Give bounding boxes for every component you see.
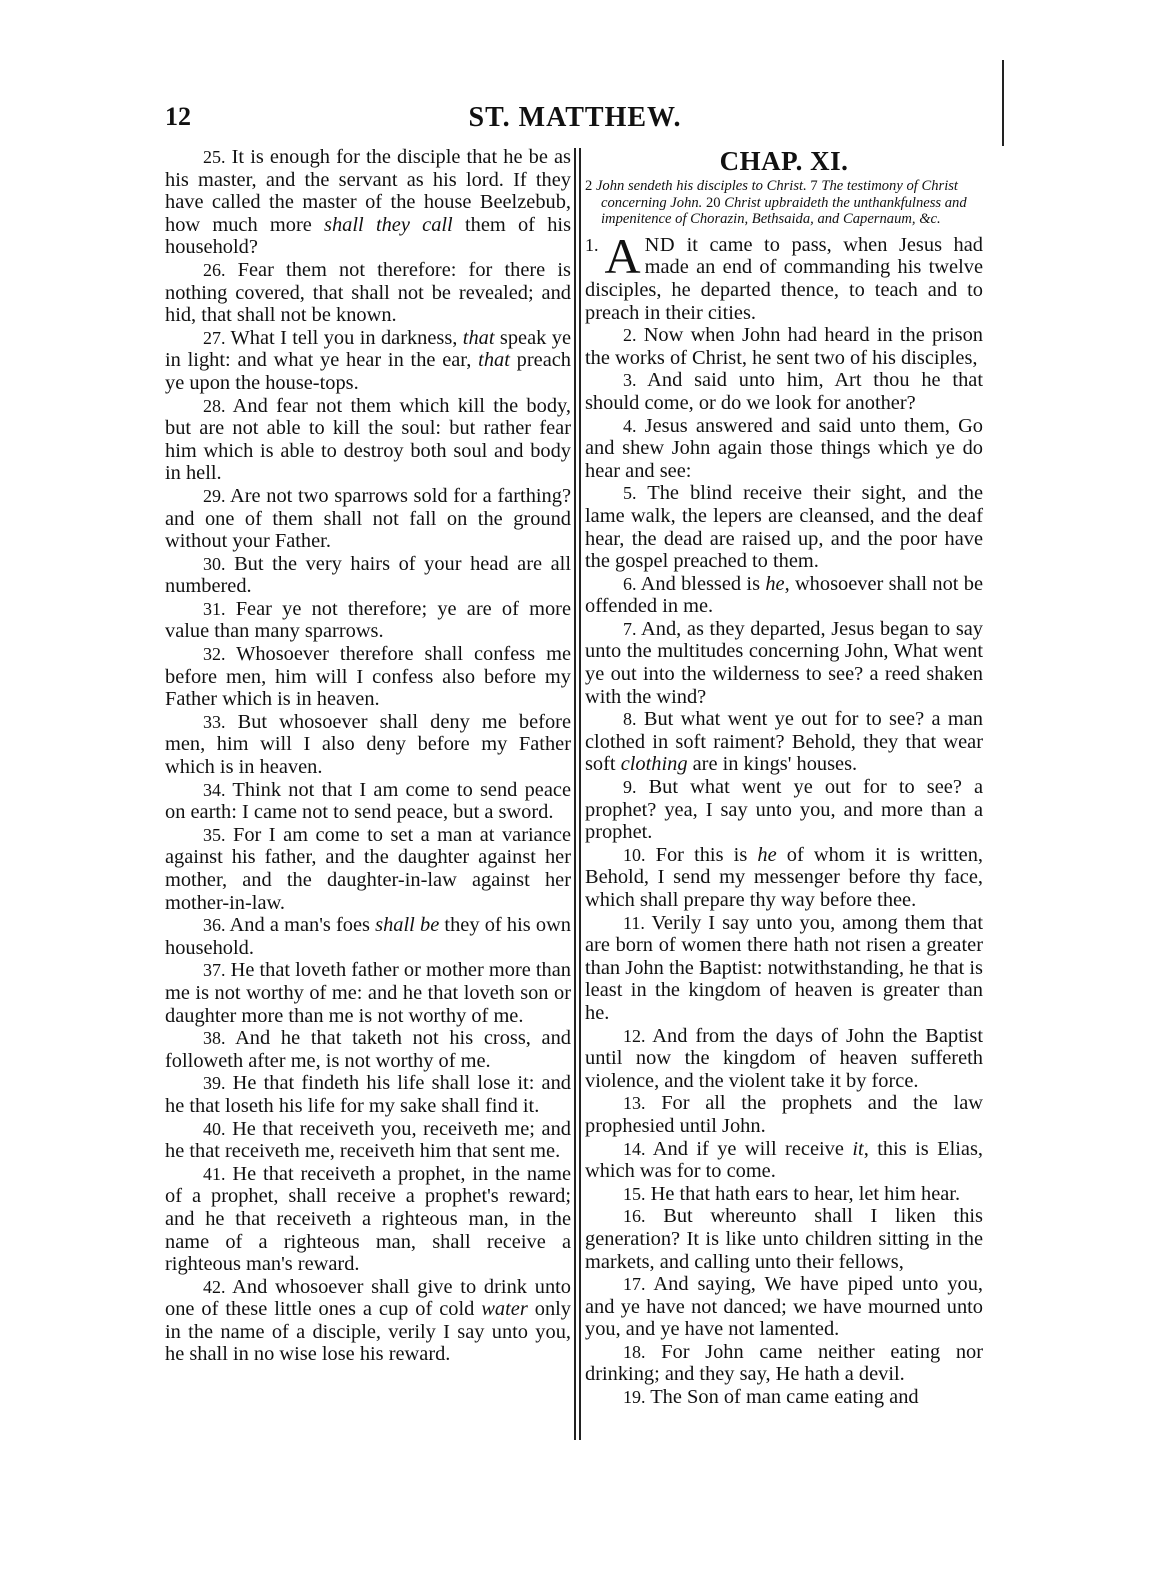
verse — [165, 1027, 571, 1072]
verse — [165, 146, 571, 259]
verse — [585, 324, 983, 369]
verse-text: only in the name of a disciple, verily I say unto you, he shall in no wise lose his reward. — [165, 1298, 571, 1366]
verse-text: Whosoever therefore shall confess me before men, him will I confess also before my Father which is in heaven. — [165, 643, 571, 711]
summary-ref: 7 — [810, 178, 818, 194]
verse-text: And from the days of John the Baptist until now the kingdom of heaven suffereth violence, and the violent take it by force. — [585, 1024, 983, 1092]
verse-number: 28. — [203, 395, 226, 416]
verse-number: 10. — [623, 844, 646, 865]
summary-text: The testimony of Christ concerning John. — [601, 178, 958, 211]
verse — [585, 1092, 983, 1137]
italic-text: he — [757, 843, 777, 866]
verse-text: Verily I say unto you, among them that are born of women there hath not risen a greater than John the Baptist: notwithstanding, he that is least in the kingdom of heaven is greater than he. — [585, 911, 983, 1024]
verse-number: 11. — [623, 912, 645, 933]
verse-number: 40. — [203, 1118, 226, 1139]
verse-text: The Son of man came eating and — [645, 1386, 919, 1409]
verse-text: But what went ye out for to see? a prophet? yea, I say unto you, and more than a prophet. — [585, 776, 983, 844]
verse-number: 6. — [623, 573, 637, 594]
verse-text: But whereunto shall I liken this generation? It is like unto children sitting in the markets, and calling unto their fellows, — [585, 1205, 983, 1273]
verse-number: 13. — [623, 1093, 646, 1114]
verse — [585, 1205, 983, 1273]
verse — [585, 573, 983, 618]
verse-text: Fear them not therefore: for there is nothing covered, that shall not be revealed; and hid, that shall not be known. — [165, 258, 571, 327]
summary-ref: 20 — [705, 194, 721, 211]
verse-text: And he that taketh not his cross, and followeth after me, is not worthy of me. — [165, 1027, 571, 1072]
running-title: ST. MATTHEW. — [468, 102, 682, 133]
verse — [165, 779, 571, 824]
verse-text: , whosoever shall not be offended in me. — [585, 572, 983, 618]
verse — [585, 844, 983, 912]
verse-number: 26. — [203, 259, 226, 280]
verse-text: He that receiveth you, receiveth me; and he that receiveth me, receiveth him that sent me. — [165, 1117, 571, 1163]
verse-number: 37. — [203, 960, 226, 981]
verse — [165, 1118, 571, 1163]
italic-text: that — [478, 349, 510, 372]
verse-text: And a man's foes — [225, 914, 376, 937]
verse — [165, 395, 571, 485]
italic-text: water — [481, 1298, 528, 1321]
verse — [585, 1273, 983, 1341]
chapter-heading: CHAP. XI. — [719, 146, 849, 176]
left-column — [165, 146, 571, 1366]
verse-number: 27. — [203, 327, 226, 348]
verse-number: 41. — [203, 1163, 226, 1184]
verse — [165, 1276, 571, 1366]
verse-number: 7. — [623, 618, 637, 639]
verse-number: 30. — [203, 553, 226, 574]
verse-text: Jesus answered and said unto them, Go and shew John again those things which ye do hear and see: — [585, 414, 983, 482]
verse — [165, 327, 571, 395]
verse-number: 19. — [623, 1387, 646, 1408]
verse-text: For I am come to set a man at variance against his father, and the daughter against her mother, and the daughter-in-law against her mother-in-law. — [165, 823, 571, 914]
verse — [585, 1183, 983, 1206]
verse-text: Fear ye not therefore; ye are of more value than many sparrows. — [165, 597, 571, 643]
verse-text: But what went ye out for to see? a man clothed in soft raiment? Behold, they that wear soft — [585, 708, 983, 776]
verse-number: 9. — [623, 777, 637, 798]
verse-number: 25. — [203, 147, 226, 167]
verse-text: For all the prophets and the law prophesied until John. — [585, 1092, 983, 1137]
verse — [585, 227, 983, 324]
small-caps: ND — [644, 233, 676, 256]
verse-text: they of his own household. — [165, 914, 571, 959]
verse-number: 3. — [623, 370, 637, 391]
verse-number: 18. — [623, 1341, 646, 1362]
verse-list — [585, 324, 983, 1409]
verse — [165, 598, 571, 643]
verse — [165, 1163, 571, 1276]
verse-text: For this is — [645, 843, 758, 866]
italic-text: shall be — [375, 914, 440, 937]
verse-number: 12. — [623, 1025, 646, 1046]
verse-number: 14. — [623, 1138, 646, 1159]
verse-text: , this is Elias, which was for to come. — [585, 1137, 983, 1183]
verse — [585, 618, 983, 708]
verse-text: Now when John had heard in the prison the works of Christ, he sent two of his disciples, — [585, 324, 983, 369]
verse-number: 42. — [203, 1276, 226, 1297]
verse-number: 1. — [585, 234, 599, 255]
verse-text: But the very hairs of your head are all numbered. — [165, 552, 571, 598]
verse-text: And blessed is — [636, 572, 766, 595]
verse-text: But whosoever shall deny me before men, him will I also deny before my Father which is in heaven. — [165, 710, 571, 779]
verse — [165, 485, 571, 553]
verse-text: are in kings' houses. — [687, 753, 858, 776]
verse-number: 5. — [623, 483, 637, 504]
verse-text: it came to pass, when Jesus had made an end of commanding his twelve disciples, he departed thence, to teach and to preach in their cities. — [585, 233, 983, 324]
verse-text: And fear not them which kill the body, but are not able to kill the soul: but rather fear him which is able to destroy both soul and body in hell. — [165, 394, 571, 485]
verse-number: 17. — [623, 1274, 646, 1295]
verse-text: preach ye upon the house-tops. — [165, 349, 571, 394]
italic-text: that — [462, 326, 495, 349]
verse — [165, 259, 571, 327]
verse-number: 4. — [623, 415, 637, 436]
verse-text: Are not two sparrows sold for a farthing? and one of them shall not fall on the ground without your Father. — [165, 484, 571, 553]
verse-text: He that hath ears to hear, let him hear. — [645, 1182, 961, 1205]
verse-number: 35. — [203, 824, 226, 845]
right-column — [585, 146, 983, 1409]
verse — [585, 708, 983, 776]
verse — [165, 1072, 571, 1117]
verse — [165, 824, 571, 914]
verse-text: speak ye in light: and what ye hear in the ear, — [165, 326, 571, 372]
verse-text: He that loveth father or mother more than me is not worthy of me: and he that loveth son or daughter more than me is not worthy of me. — [165, 959, 571, 1027]
verse — [165, 643, 571, 711]
verse — [165, 914, 571, 959]
page-header — [165, 102, 985, 142]
verse-text: He that receiveth a prophet, in the name of a prophet, shall receive a prophet's reward; and he that receiveth a righteous man, in the name of a righteous man, shall receive a righteous man's reward. — [165, 1162, 571, 1276]
verse — [585, 369, 983, 414]
summary-text: John sendeth his disciples to Christ. — [595, 178, 807, 194]
verse-number: 32. — [203, 644, 226, 665]
italic-text: shall they call — [324, 213, 453, 236]
verse-text: He that findeth his life shall lose it: and he that loseth his life for my sake shall find it. — [165, 1072, 571, 1117]
verse-text: And saying, We have piped unto you, and ye have not danced; we have mourned unto you, and ye have not lamented. — [585, 1273, 983, 1341]
verse-number: 8. — [623, 709, 637, 730]
column-divider — [574, 148, 581, 1440]
verse — [165, 553, 571, 598]
italic-text: clothing — [620, 753, 688, 776]
verse-number: 15. — [623, 1183, 646, 1204]
verse-number: 34. — [203, 779, 226, 800]
verse — [585, 1341, 983, 1386]
verse-text: And, as they departed, Jesus began to say unto the multitudes concerning John, What went ye out into the wilderness to see? a reed shaken with the wind? — [585, 617, 983, 708]
margin-rule — [1002, 60, 1004, 146]
verse-number: 39. — [203, 1073, 226, 1094]
verse-number: 36. — [203, 915, 226, 936]
verse-number: 33. — [203, 711, 226, 732]
verse-number: 2. — [623, 325, 637, 346]
verse-number: 16. — [623, 1206, 646, 1227]
verse-number: 31. — [203, 598, 226, 619]
verse-text: It is enough for the disciple that he be as his master, and the servant as his lord. If they have called the master of the house Beelzebub, how much more — [165, 146, 571, 236]
italic-text: he — [765, 572, 785, 595]
verse-text: And if ye will receive — [645, 1137, 853, 1160]
verse — [585, 415, 983, 483]
verse-text: of whom it is written, Behold, I send my messenger before thy face, which shall prepare thy way before thee. — [585, 843, 983, 911]
chapter-summary — [585, 178, 983, 228]
page-number: 12 — [165, 102, 191, 131]
verse-number: 38. — [203, 1028, 226, 1049]
verse-text: The blind receive their sight, and the lame walk, the lepers are cleansed, and the deaf hear, the dead are raised up, and the poor have the gospel preached to them. — [585, 482, 983, 573]
verse — [585, 776, 983, 844]
verse — [585, 912, 983, 1025]
verse — [165, 959, 571, 1027]
summary-ref: 2 — [585, 178, 593, 194]
verse — [165, 711, 571, 779]
verse — [585, 1386, 983, 1409]
verse — [585, 1138, 983, 1183]
verse — [585, 482, 983, 572]
italic-text: it — [852, 1137, 864, 1160]
verse-text: And said unto him, Art thou he that should come, or do we look for another? — [585, 369, 983, 414]
verse-text: What I tell you in darkness, — [225, 326, 463, 349]
verse-text: Think not that I am come to send peace on earth: I came not to send peace, but a sword. — [165, 778, 571, 824]
verse-text: And whosoever shall give to drink unto one of these little ones a cup of cold — [165, 1275, 571, 1321]
verse-number: 29. — [203, 485, 226, 506]
summary-text: Christ upbraideth the unthankfulness and impenitence of Chorazin, Bethsaida, and Capernaum, &c. — [601, 194, 967, 228]
verse — [585, 1025, 983, 1093]
drop-cap: A — [604, 227, 641, 284]
verse-text: For John came neither eating nor drinking; and they say, He hath a devil. — [585, 1340, 983, 1386]
verse-text: them of his household? — [165, 213, 572, 259]
